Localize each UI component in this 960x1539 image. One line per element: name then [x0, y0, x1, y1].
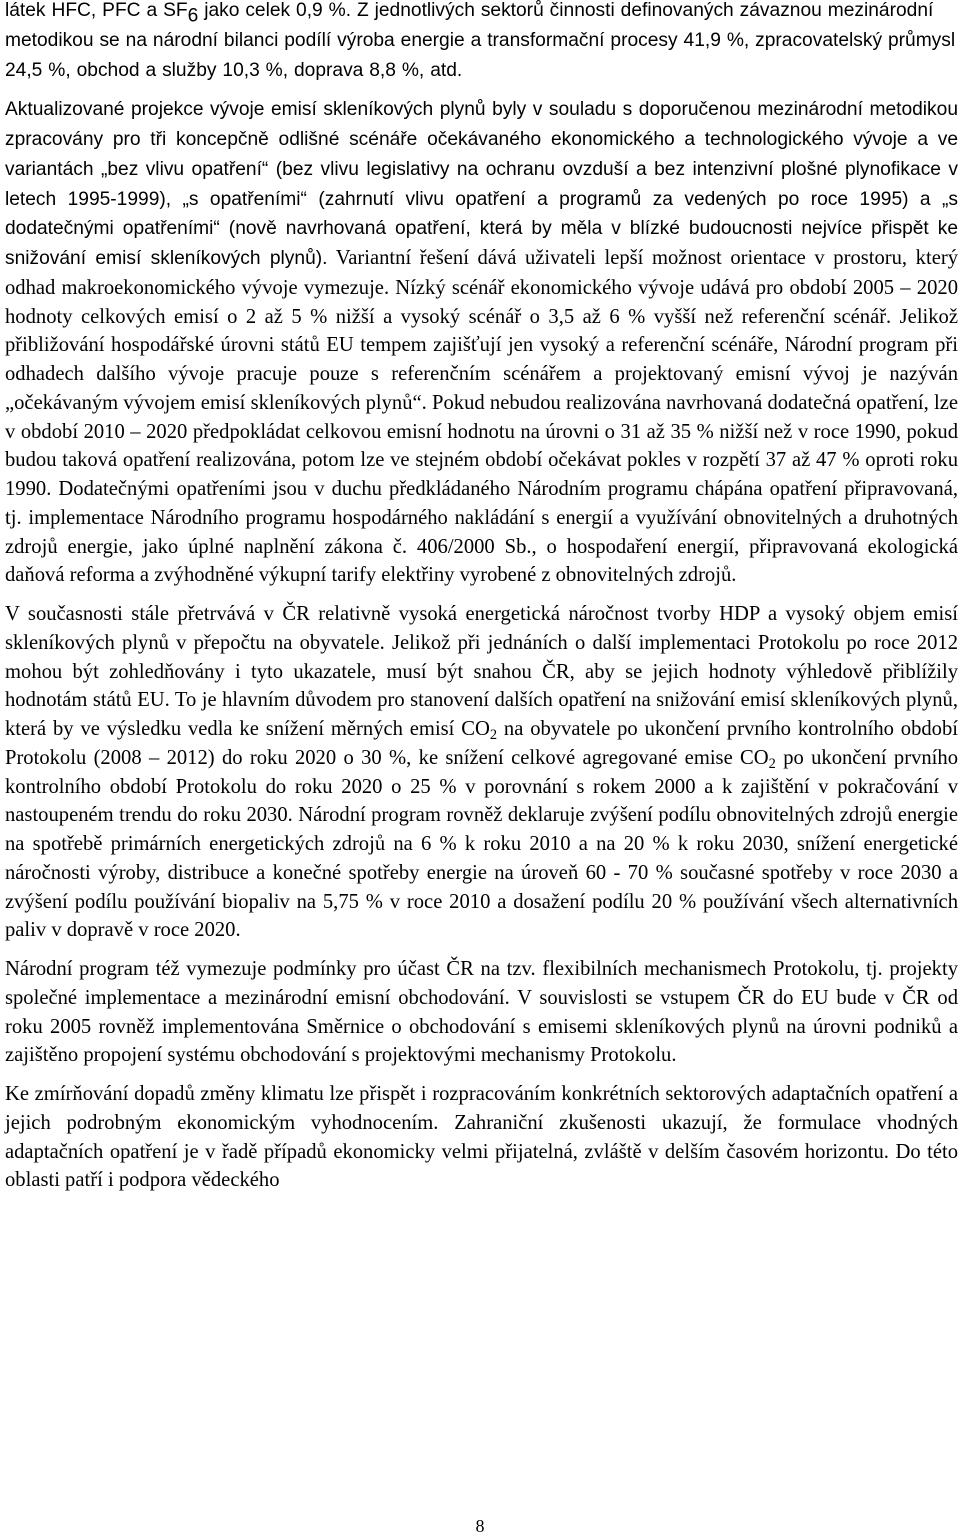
text-run: jako celek 0,9 %. Z jednotlivých sektorů činnosti definovaných závaznou mezinárodní metodikou se na národní bilanci podílí výroba energie a transformační procesy 41,9 %, zpracovatelský průmysl 24,5 %, obchod a služby 10,3 %, doprava 8,8 %, atd.: [5, 0, 956, 81]
paragraph: [5, 95, 958, 590]
paragraph: [5, 600, 958, 945]
paragraph: [5, 0, 958, 85]
subscript: 2: [768, 755, 776, 772]
paragraph: [5, 955, 958, 1070]
document-page: [5, 0, 958, 1195]
text-run: po ukončení prvního kontrolního období Protokolu do roku 2020 o 25 % v porovnání s rokem 2000 a k zajištění v pokračování v nastoupeném trendu do roku 2030. Národní program rovněž deklaruje zvýšení podílu obnovitelných zdrojů energie na spotřebě primárních energetických zdrojů na 6 % k roku 2010 a na 20 % k roku 2030, snížení energetické náročnosti výroby, distribuce a konečné spotřeby energie na úroveň 60 - 70 % současné spotřeby v roce 2030 a zvýšení podílu používání biopaliv na 5,75 % v roce 2010 a dosažení podílu 20 % používání všech alternativních paliv v dopravě v roce 2020.: [5, 746, 958, 942]
text-run: Ke zmírňování dopadů změny klimatu lze přispět i rozpracováním konkrétních sektorových adaptačních opatření a jejich podrobným ekonomickým vyhodnocením. Zahraniční zkušenosti ukazují, že formulace vhodných adaptačních opatření je v řadě případů ekonomicky velmi přijatelná, zvláště v delším časovém horizontu. Do této oblasti patří i podpora vědeckého: [5, 1083, 958, 1192]
text-run: Variantní řešení dává uživateli lepší možnost orientace v prostoru, který odhad makroekonomického vývoje vymezuje. Nízký scénář ekonomického vývoje udává pro období 2005 – 2020 hodnoty celkových emisí o 2 až 5 % nižší a vysoký scénář o 3,5 až 6 % vyšší než referenční scénář. Jelikož přibližování hospodářské úrovni států EU tempem zajišťují jen vysoký a referenční scénáře, Národní program při odhadech dalšího vývoje pracuje pouze s referenčním scénářem a projektovaný emisní vývoj je nazýván „očekávaným vývojem emisí skleníkových plynů“. Pokud nebudou realizována navrhovaná dodatečná opatření, lze v období 2010 – 2020 předpokládat celkovou emisní hodnotu na úrovni o 31 až 35 % nižší než v roce 1990, pokud budou taková opatření realizována, potom lze ve stejném období očekávat pokles v rozpětí 37 až 47 % oproti roku 1990. Dodatečnými opatřeními jsou v duchu předkládaného Národním programu chápána opatření připravovaná, tj. implementace Národního programu hospodárného nakládání s energií a využívání obnovitelných a druhotných zdrojů energie, jako úplné naplnění zákona č. 406/2000 Sb., o hospodaření energií, připravovaná ekologická daňová reforma a zvýhodněné výkupní tarify elektřiny vyrobené z obnovitelných zdrojů.: [5, 247, 958, 587]
subscript: 2: [489, 727, 498, 744]
text-run: látek HFC, PFC a SF: [5, 0, 188, 21]
paragraph: [5, 1080, 958, 1195]
text-run: Aktualizované projekce vývoje emisí skleníkových plynů byly v souladu s doporučenou mezinárodní metodikou zpracovány pro tři koncepčně odlišné scénáře očekávaného ekonomického a technologického vývoje a ve variantách „bez vlivu opatření“ (bez vlivu legislativy na ochranu ovzduší a bez intenzivní plošné plynofikace v letech 1995-1999), „s opatřeními“ (zahrnutí vlivu opatření a programů za vedených po roce 1995) a „s dodatečnými opatřeními“ (nově navrhovaná opatření, která by měla v blízké budoucnosti nejvíce přispět ke snižování emisí skleníkových plynů).: [5, 99, 958, 269]
text-run: na obyvatele po ukončení prvního kontrolního období Protokolu (2008 – 2012) do roku 2020 o 30 %, ke snížení celkové agregované emise CO: [5, 718, 958, 769]
page-number: 8: [475, 1516, 485, 1536]
subscript: 6: [187, 5, 199, 27]
text-run: V současnosti stále přetrvává v ČR relativně vysoká energetická náročnost tvorby HDP a vysoký objem emisí skleníkových plynů v přepočtu na obyvatele. Jelikož při jednáních o další implementaci Protokolu po roce 2012 mohou být zohledňovány i tyto ukazatele, musí být snahou ČR, aby se jejich hodnoty výhledově přiblížily hodnotám států EU. To je hlavním důvodem pro stanovení dalších opatření na snižování emisí skleníkových plynů, která by ve výsledku vedla ke snížení měrných emisí CO: [5, 603, 958, 740]
text-run: Národní program též vymezuje podmínky pro účast ČR na tzv. flexibilních mechanismech Protokolu, tj. projekty společné implementace a mezinárodní emisní obchodování. V souvislosti se vstupem ČR do EU bude v ČR od roku 2005 rovněž implementována Směrnice o obchodování s emisemi skleníkových plynů na úrovni podniků a zajištěno propojení systému obchodování s projektovými mechanismy Protokolu.: [5, 958, 958, 1067]
